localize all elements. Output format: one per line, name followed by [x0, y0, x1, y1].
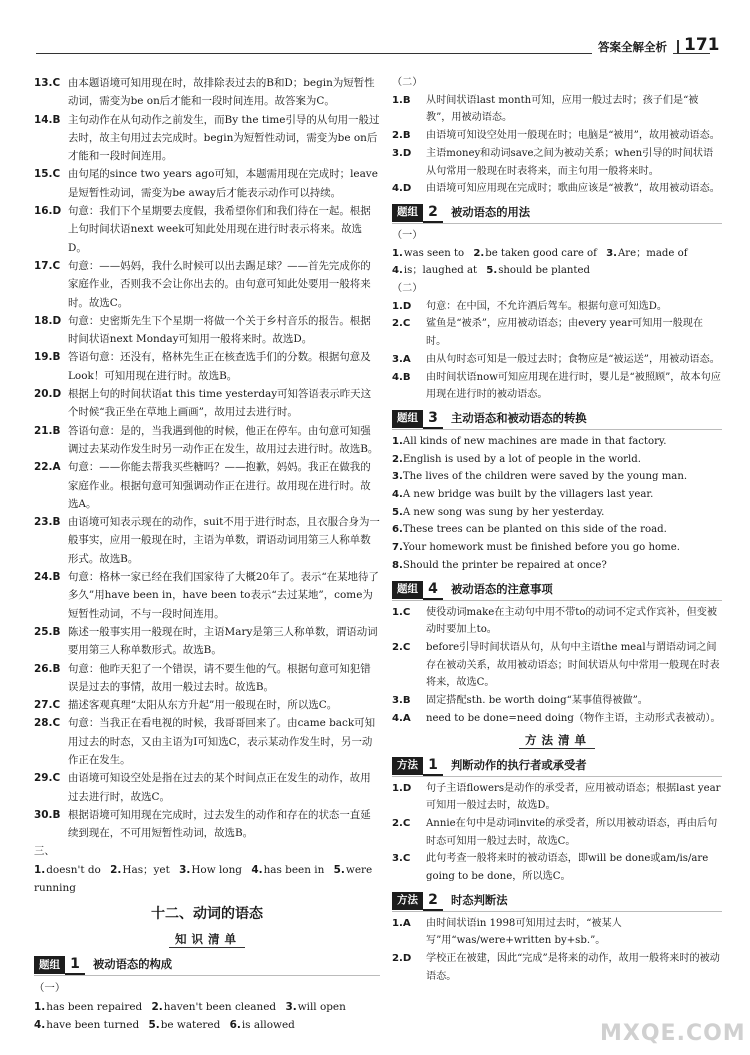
knowledge-list-title: 知识清单 — [34, 929, 380, 949]
group2-title: 被动语态的用法 — [451, 206, 531, 220]
answer-item — [392, 92, 722, 127]
answer-item — [392, 145, 722, 180]
method2-number: 2 — [423, 891, 443, 911]
sentence-number: 5. — [392, 506, 403, 518]
sentence-number: 7. — [392, 542, 403, 554]
sentence-number: 3. — [392, 471, 403, 483]
right-top-items — [392, 92, 722, 198]
answer-item — [34, 714, 380, 769]
watermark: MXQE.COM — [600, 1021, 746, 1046]
answer-text: 句意：他昨天犯了一个错误，请不要生他的气。根据句意可知犯错误是过去的事情，故用一般过去时。故选B。 — [68, 662, 371, 693]
inline-answer-number: 5. — [486, 265, 498, 277]
answer-number: 3.A — [392, 353, 411, 365]
answer-number: 4.D — [392, 183, 412, 195]
answer-text: 主语money和动词save之间为被动关系；when引导的时间状语从句常用一般现在时表将来，而主句用一般将来时。 — [426, 147, 714, 177]
answer-text: 描述客观真理“太阳从东方升起”用一般现在时，所以选C。 — [68, 699, 338, 712]
inline-answer — [230, 1019, 295, 1031]
group4-title: 被动语态的注意事项 — [451, 582, 553, 596]
header-separator — [677, 40, 679, 54]
sentence-text: A new bridge was built by the villagers last year. — [402, 489, 654, 501]
method2-badge: 方法 — [392, 892, 423, 910]
answer-item — [392, 369, 722, 404]
answer-item — [392, 127, 722, 145]
answer-item — [392, 315, 722, 350]
method1-title: 判断动作的执行者或承受者 — [451, 758, 587, 772]
inline-answer-number: 3. — [606, 247, 617, 259]
inline-answer — [486, 265, 590, 276]
answer-item — [392, 604, 722, 639]
answer-item — [34, 74, 380, 111]
answer-number: 13.C — [34, 77, 61, 89]
answer-text: 由语境可知设空处是指在过去的某个时间点正在发生的动作，故用过去进行时，故选C。 — [68, 772, 371, 803]
group3-number: 3 — [423, 409, 443, 429]
sentence-number: 2. — [392, 453, 403, 465]
answer-text: 主句动作在从句动作之前发生，而By the time引导的从句用一般过去时，故主句用过去完成时。begin为短暂性动词，需变为be on后才能和一段时间连用。 — [68, 113, 380, 163]
answer-number: 1.B — [392, 94, 411, 106]
group4-number: 4 — [423, 580, 443, 600]
answer-text: 句子主语flowers是动作的承受者，应用被动语态；根据last year可知用一般过去时，故选D。 — [426, 782, 721, 812]
inline-answer-text: is；laughed at — [403, 265, 478, 277]
inline-answer-text: have been turned — [46, 1018, 140, 1031]
left-answer-list — [34, 74, 380, 842]
sentence-text: Should the printer be repaired at once? — [402, 559, 607, 571]
sentence-number: 6. — [392, 524, 403, 536]
answer-text: 句意：我们下个星期要去度假，我希望你们和我们待在一起。根据上句时间状语next week可知此处用现在进行时表示将来。故选D。 — [68, 205, 371, 254]
section-title: 十二、动词的语态 — [151, 906, 263, 923]
answer-number: 19.B — [34, 351, 61, 364]
sentence-number: 4. — [392, 489, 403, 501]
group2-items — [392, 298, 722, 404]
answer-item — [34, 769, 380, 806]
answer-number: 3.C — [392, 853, 411, 865]
sentence-line — [392, 504, 722, 522]
answer-number: 18.D — [34, 314, 62, 327]
answer-item — [392, 692, 722, 710]
inline-answer-text: doesn't do — [46, 863, 101, 876]
answer-text: 由本题语境可知用现在时，故排除表过去的B和D；begin为短暂性动词，需变为be on后才能和一段时间连用。故答案为C。 — [68, 77, 375, 108]
inline-answer — [392, 248, 464, 259]
answer-item — [34, 568, 380, 623]
inline-answer — [285, 1001, 345, 1013]
inline-answer-text: be taken good care of — [485, 247, 597, 259]
answer-number: 21.B — [34, 424, 61, 437]
answer-text: 固定搭配sth. be worth doing“某事值得被做”。 — [426, 695, 648, 707]
answer-item — [392, 815, 722, 850]
group1-title: 被动语态的构成 — [93, 958, 173, 972]
group4-badge: 题组 — [392, 581, 423, 599]
answer-item — [34, 696, 380, 714]
answer-text: 陈述一般事实用一般现在时，主语Mary是第三人称单数，谓语动词要用第三人称单数形式。故选B。 — [68, 625, 378, 657]
inline-answer-text: has been in — [263, 863, 325, 876]
answer-text: 根据语境可知用现在完成时，过去发生的动作和存在的状态一直延续到现在，不可用短暂性动词，故选B。 — [68, 808, 371, 840]
answer-text: 由从句时态可知是一般过去时；食物应是“被运送”，用被动语态。 — [426, 353, 720, 365]
answer-text: 学校正在被建，因此“完成”是将来的动作，故用一般将来时的被动语态。 — [426, 953, 720, 982]
group1-heading — [34, 955, 380, 976]
method1-items — [392, 780, 722, 886]
answer-number: 2.C — [392, 318, 411, 330]
inline-answer-number: 5. — [333, 863, 345, 876]
sentence-text: Your homework must be finished before you go home. — [402, 542, 680, 554]
answer-number: 17.C — [34, 259, 61, 272]
answer-item — [392, 639, 722, 692]
answer-item — [34, 312, 380, 349]
answer-item — [34, 165, 380, 202]
answer-text: need to be done=need doing（物作主语，主动形式表被动）。 — [426, 712, 721, 724]
sentence-text: English is used by a lot of people in the world. — [402, 453, 641, 465]
sentence-text: The lives of the children were saved by the young man. — [402, 471, 688, 483]
sentence-number: 8. — [392, 559, 403, 571]
answer-item — [34, 111, 380, 166]
page-number: 171 — [684, 35, 720, 55]
answer-text: 鲨鱼是“被杀”，应用被动语态；由every year可知用一般现在时。 — [426, 318, 704, 348]
inline-answer-number: 3. — [179, 863, 191, 876]
group4-heading — [392, 580, 722, 601]
page-header — [0, 0, 750, 62]
inline-answer-text: haven't been cleaned — [163, 1000, 277, 1013]
answer-text: 由语境可知表示现在的动作，suit不用于进行时态，且衣服合身为一般事实，应用一般现在时，主语为单数，谓语动词用第三人称单数形式。故选B。 — [68, 516, 380, 565]
inline-answer-text: will open — [297, 1000, 346, 1013]
answer-number: 3.B — [392, 695, 411, 707]
answer-text: 句意：史密斯先生下个星期一将做一个关于乡村音乐的报告。根据时间状语next Monday可知用一般将来时。故选D。 — [68, 314, 371, 346]
inline-answer-number: 2. — [110, 863, 122, 876]
answer-number: 1.D — [392, 782, 412, 794]
answer-number: 14.B — [34, 113, 61, 126]
inline-answer-number: 1. — [34, 863, 46, 876]
answer-text: 由时间状语now可知应用现在进行时，婴儿是“被照顾”，故本句应用现在进行时的被动语态。 — [426, 371, 721, 401]
inline-answer-text: Has；yet — [122, 863, 170, 876]
answer-item — [34, 385, 380, 422]
inline-answer-text: was seen to — [403, 247, 465, 259]
answer-text: 根据上句的时间状语at this time yesterday可知答语表示昨天这个时候“我正坐在草地上画画”，故用过去进行时。 — [68, 388, 372, 419]
inline-answer — [179, 864, 242, 876]
answer-number: 29.C — [34, 772, 61, 785]
answer-number: 15.C — [34, 168, 61, 181]
answer-number: 26.B — [34, 662, 61, 675]
answer-number: 1.C — [392, 606, 411, 618]
inline-answer-text: has been repaired — [46, 1000, 143, 1013]
inline-answer — [392, 265, 477, 276]
answer-text: Annie在句中是动词invite的承受者，所以用被动语态，再由后句时态可知用一般过去时，故选C。 — [426, 817, 718, 847]
inline-answer-text: were running — [34, 863, 373, 895]
left-column — [34, 74, 380, 1034]
answer-text: 从时间状语last month可知，应用一般过去时；孩子们是“被教”，用被动语态。 — [426, 94, 699, 124]
sentence-line — [392, 433, 722, 451]
answer-item — [392, 351, 722, 369]
answer-item — [392, 780, 722, 815]
inline-answer — [152, 1001, 277, 1013]
inline-answer-number: 1. — [34, 1000, 46, 1013]
answer-number: 1.A — [392, 917, 411, 929]
sentence-line — [392, 468, 722, 486]
group3-heading — [392, 409, 722, 430]
answer-item — [34, 422, 380, 459]
inline-answer-number: 4. — [34, 1018, 46, 1031]
right-column — [392, 74, 722, 986]
inline-answer — [148, 1019, 220, 1031]
answer-number: 24.B — [34, 571, 61, 584]
method-list-title: 方法清单 — [392, 730, 722, 750]
answer-text: before引导时间状语从句，从句中主语the meal与谓语动词之间存在被动关系，故用被动语态；时间状语从句中常用一般现在时表将来，故选C。 — [426, 641, 720, 689]
group3-title: 主动语态和被动语态的转换 — [451, 412, 587, 426]
inline-answer — [34, 1019, 139, 1031]
answer-item — [34, 348, 380, 385]
answer-item — [392, 950, 722, 985]
group2-heading — [392, 203, 722, 224]
answer-text: 使役动词make在主动句中用不带to的动词不定式作宾补，但变被动时要加上to。 — [426, 606, 718, 636]
inline-answer — [34, 864, 101, 876]
answer-text: 由时间状语in 1998可知用过去时，“被某人写”用“was/were+written by+sb.”。 — [426, 917, 622, 947]
group2-sub2: （二） — [392, 283, 423, 295]
method1-badge: 方法 — [392, 757, 423, 775]
answer-item — [34, 806, 380, 843]
answer-number: 2.B — [392, 130, 411, 142]
inline-answer-number: 1. — [392, 247, 403, 259]
answer-number: 2.C — [392, 641, 411, 653]
inline-answer — [473, 248, 597, 259]
method1-number: 1 — [423, 756, 443, 776]
answer-item — [34, 623, 380, 660]
answer-text: 此句考查一般将来时的被动语态，即will be done或am/is/are going to be done，所以选C。 — [426, 853, 709, 883]
inline-answer-text: is allowed — [241, 1018, 295, 1031]
answer-item — [34, 257, 380, 312]
answer-text: 句意：——你能去帮我买些糖吗？——抱歉，妈妈。我正在做我的家庭作业。根据句意可知强调动作正在进行。故用现在进行时。故选A。 — [68, 461, 371, 510]
group2-number: 2 — [423, 203, 443, 223]
answer-item — [34, 202, 380, 257]
inline-answer-text: be watered — [160, 1018, 221, 1031]
answer-number: 30.B — [34, 808, 61, 821]
sentence-text: All kinds of new machines are made in that factory. — [402, 435, 667, 447]
answer-number: 28.C — [34, 717, 61, 730]
answer-item — [392, 850, 722, 885]
answer-text: 句意：当我正在看电视的时候，我哥哥回来了。由came back可知用过去的时态，又由主语为I可知选C，表示某动作发生时，另一动作正在发生。 — [68, 717, 376, 766]
group3-badge: 题组 — [392, 410, 423, 428]
inline-answer-number: 2. — [473, 247, 485, 259]
answer-text: 由语境可知应用现在完成时；歌曲应该是“被教”，故用被动语态。 — [426, 183, 720, 195]
answer-number: 4.B — [392, 371, 411, 383]
sentence-line — [392, 486, 722, 504]
method2-title: 时态判断法 — [451, 893, 508, 907]
answer-number: 27.C — [34, 699, 61, 712]
group1-number: 1 — [65, 955, 85, 975]
answer-text: 答语句意：是的，当我遇到他的时候，他正在停车。由句意可知强调过去某动作发生时另一动作正在发生，故用过去进行时。故选B。 — [68, 424, 379, 455]
answer-item — [392, 298, 722, 316]
answer-text: 句意：格林一家已经在我们国家待了大概20年了。表示“在某地待了多久”用have been in，have been to表示“去过某地”，come为短暂性动词，不与一段时间连用。 — [68, 571, 379, 620]
method1-heading — [392, 756, 722, 777]
inline-answer-text: Are；made of — [618, 247, 688, 259]
answer-item — [34, 513, 380, 568]
answer-item — [392, 915, 722, 950]
inline-answer-text: should be planted — [498, 265, 590, 277]
answer-number: 22.A — [34, 461, 61, 474]
group2-answers — [392, 245, 722, 280]
inline-answer-number: 6. — [229, 1018, 241, 1031]
answer-item — [392, 710, 722, 728]
inline-answer — [251, 864, 324, 876]
answer-number: 16.D — [34, 205, 62, 218]
method2-heading — [392, 891, 722, 912]
inline-answer-number: 2. — [151, 1000, 163, 1013]
answer-text: 句意：在中国，不允许酒后驾车。根据句意可知选D。 — [426, 300, 667, 312]
part3-label: 三、 — [34, 845, 55, 858]
answer-text: 答语句意：还没有，格林先生正在核查选手们的分数。根据句意及Look！可知用现在进行时。故选B。 — [68, 351, 371, 382]
answer-number: 1.D — [392, 300, 412, 312]
group3-lines — [392, 433, 722, 575]
group1-badge: 题组 — [34, 956, 65, 974]
sentence-line — [392, 539, 722, 557]
group2-sub1: （一） — [392, 229, 423, 241]
answer-number: 23.B — [34, 516, 61, 529]
answer-text: 由语境可知设空处用一般现在时；电脑是“被用”，故用被动语态。 — [426, 130, 720, 142]
answer-item — [34, 660, 380, 697]
header-label: 答案全解全析 — [592, 38, 673, 56]
answer-number: 20.D — [34, 388, 62, 401]
answer-number: 3.D — [392, 147, 412, 159]
inline-answer-number: 4. — [392, 265, 403, 277]
inline-answer-number: 5. — [148, 1018, 160, 1031]
answer-text: 由句尾的since two years ago可知，本题需用现在完成时；leave是短暂性动词，需变为be away后才能表示动作可以持续。 — [68, 168, 378, 199]
group1-answers — [34, 998, 380, 1035]
inline-answer-text: How long — [191, 863, 242, 876]
answer-number: 4.A — [392, 712, 411, 724]
sentence-text: These trees can be planted on this side of the road. — [402, 524, 667, 536]
answer-number: 2.D — [392, 953, 412, 965]
inline-answer — [606, 248, 687, 259]
sentence-line — [392, 521, 722, 539]
sentence-line — [392, 557, 722, 575]
inline-answer-number: 4. — [251, 863, 263, 876]
inline-answer-number: 3. — [285, 1000, 297, 1013]
group4-items — [392, 604, 722, 728]
group1-sub: （一） — [34, 982, 66, 995]
right-top-sub: （二） — [392, 77, 423, 88]
answer-text: 句意：——妈妈，我什么时候可以出去踢足球？——首先完成你的家庭作业，否则我不会让你出去的。由句意可知此处要用一般将来时。故选C。 — [68, 259, 371, 309]
sentence-number: 1. — [392, 435, 403, 447]
answer-item — [34, 458, 380, 513]
inline-answer — [34, 1001, 142, 1013]
answer-item — [392, 180, 722, 198]
method2-items — [392, 915, 722, 986]
answer-number: 25.B — [34, 625, 61, 638]
inline-answer — [110, 864, 170, 876]
answer-number: 2.C — [392, 817, 411, 829]
part3-answers — [34, 861, 380, 898]
group2-badge: 题组 — [392, 204, 423, 222]
sentence-text: A new song was sung by her yesterday. — [402, 506, 605, 518]
sentence-line — [392, 451, 722, 469]
